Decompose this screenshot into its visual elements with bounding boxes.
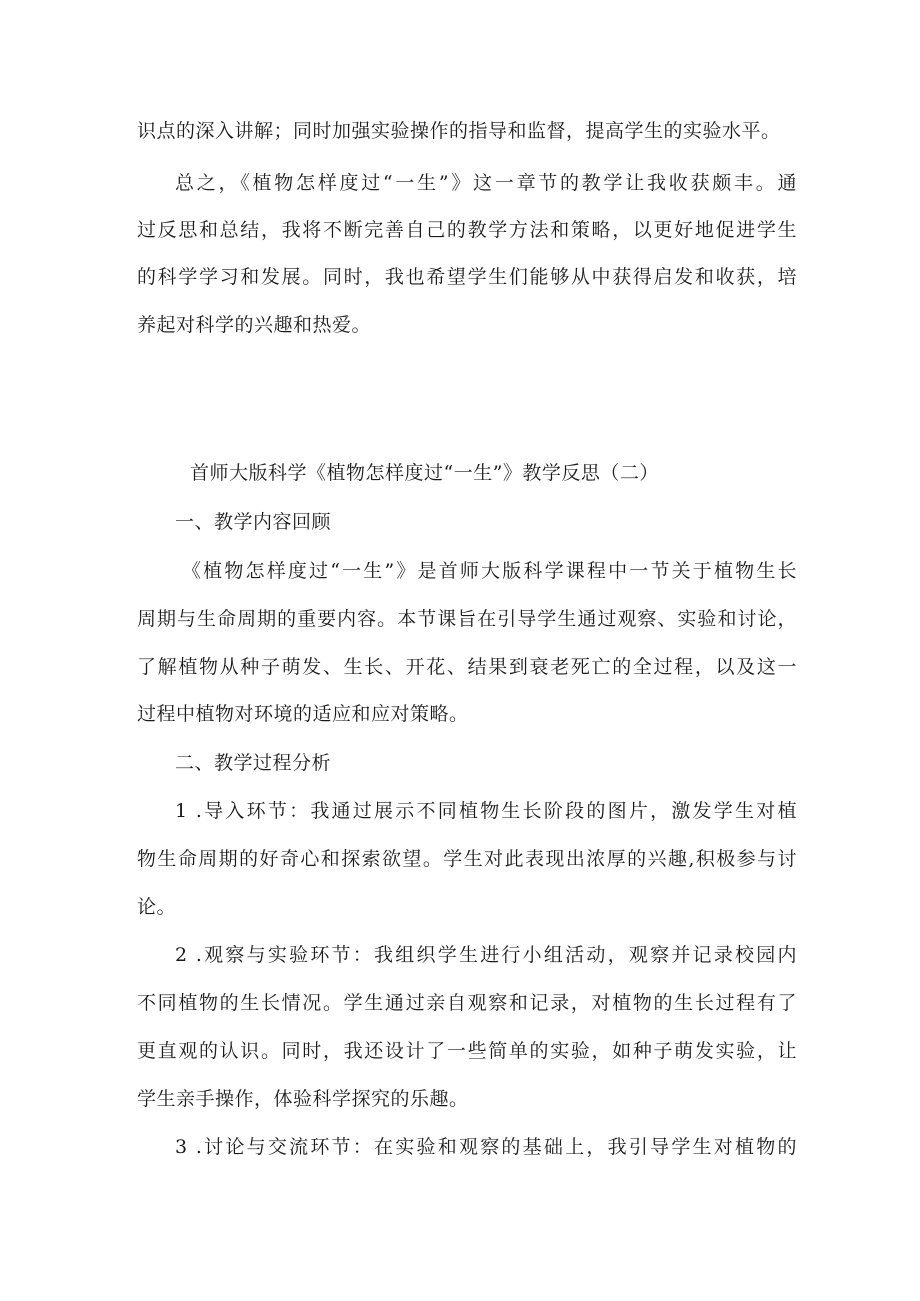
content-paragraph-line: 过程中植物对环境的适应和应对策略。 [137, 703, 469, 725]
section-heading: 一、教学内容回顾 [175, 511, 332, 533]
section-heading: 二、教学过程分析 [175, 752, 332, 774]
list-item-line: 论。 [137, 896, 177, 918]
section-title: 首师大版科学《植物怎样度过“一生”》教学反思（二） [190, 462, 659, 484]
conclusion-paragraph-line: 养起对科学的兴趣和热爱。 [137, 314, 372, 336]
continued-paragraph-line: 识点的深入讲解；同时加强实验操作的指导和监督，提高学生的实验水平。 [137, 120, 781, 142]
content-paragraph-line: 《植物怎样度过“一生”》是首师大版科学课程中一节关于植物生长 [182, 560, 797, 582]
list-item-line: 学生亲手操作，体验科学探究的乐趣。 [137, 1088, 469, 1110]
list-item-line: 1 .导入环节：我通过展示不同植物生长阶段的图片，激发学生对植 [175, 800, 797, 822]
conclusion-paragraph-line: 总之，《植物怎样度过“一生”》这一章节的教学让我收获颇丰。通 [175, 172, 797, 194]
list-item-line: 2 .观察与实验环节：我组织学生进行小组活动，观察并记录校园内 [175, 944, 797, 966]
list-item-line: 不同植物的生长情况。学生通过亲自观察和记录，对植物的生长过程有了 [137, 992, 797, 1014]
list-item-line: 物生命周期的好奇心和探索欲望。学生对此表现出浓厚的兴趣,积极参与讨 [137, 848, 797, 870]
list-item-line: 3 .讨论与交流环节：在实验和观察的基础上，我引导学生对植物的 [175, 1136, 797, 1158]
content-paragraph-line: 了解植物从种子萌发、生长、开花、结果到衰老死亡的全过程，以及这一 [137, 656, 797, 678]
conclusion-paragraph-line: 的科学学习和发展。同时，我也希望学生们能够从中获得启发和收获，培 [137, 266, 797, 288]
conclusion-paragraph-line: 过反思和总结，我将不断完善自己的教学方法和策略，以更好地促进学生 [137, 219, 797, 241]
list-item-line: 更直观的认识。同时，我还设计了一些简单的实验，如种子萌发实验，让 [137, 1040, 797, 1062]
content-paragraph-line: 周期与生命周期的重要内容。本节课旨在引导学生通过观察、实验和讨论， [137, 608, 797, 630]
